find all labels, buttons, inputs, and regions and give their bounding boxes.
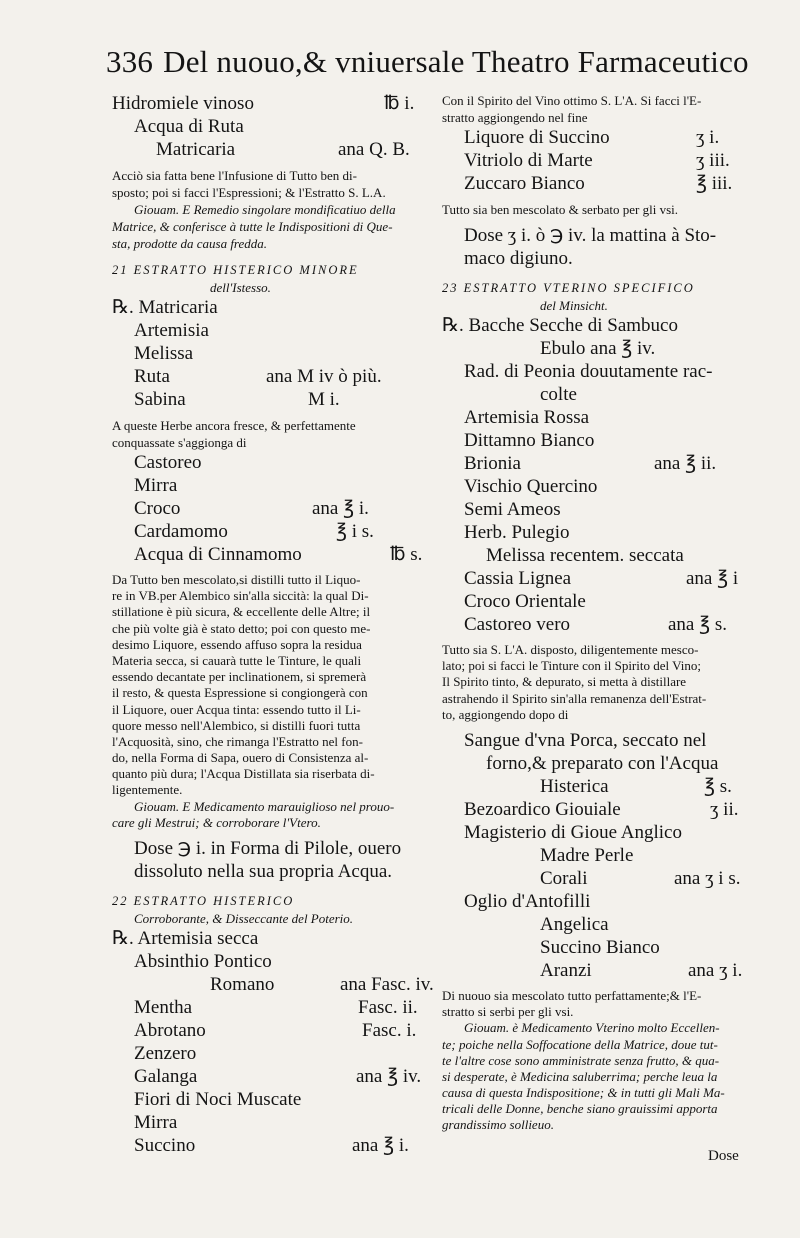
text-line xyxy=(112,262,430,279)
text-line xyxy=(442,658,754,674)
dosage-amount: ana ℥ iv. xyxy=(356,1066,422,1087)
line-text: Ebulo ana ℥ iv. xyxy=(540,338,656,359)
text-line xyxy=(112,782,430,798)
text-line xyxy=(442,452,754,475)
running-title: Del nuouo,& vniuersale Theatro Farmaceutico xyxy=(163,44,749,79)
line-text: Croco xyxy=(134,498,181,519)
line-text: Dose ʒ i. ò ℈ iv. la mattina à Sto- xyxy=(464,225,717,246)
line-text: Corali xyxy=(540,867,588,889)
text-line xyxy=(442,224,754,247)
text-line xyxy=(442,752,754,775)
text-line xyxy=(442,936,754,959)
line-text: Giouam. E Medicamento marauiglioso nel prouo- xyxy=(134,798,395,814)
text-line xyxy=(442,172,754,195)
text-line xyxy=(112,92,430,115)
text-line xyxy=(112,766,430,782)
text-line xyxy=(442,729,754,752)
text-line xyxy=(442,429,754,452)
line-text: Herb. Pulegio xyxy=(464,522,570,543)
text-line xyxy=(112,138,430,161)
text-line xyxy=(442,406,754,429)
line-text: forno,& preparato con l'Acqua xyxy=(486,752,719,774)
running-header xyxy=(106,44,749,80)
text-line xyxy=(112,973,434,996)
text-line xyxy=(112,184,430,201)
line-text: si desperate, è Medicina saluberrima; perche leua la xyxy=(442,1068,718,1084)
text-line xyxy=(442,314,754,337)
line-text: causa di questa Indispositione; & in tutti gli Mali Ma- xyxy=(442,1085,725,1101)
line-text: Materia secca, si cauarà tutte le Tinture, le quali xyxy=(112,652,362,668)
dosage-amount: ʒ i. xyxy=(696,127,720,148)
text-line xyxy=(112,201,430,218)
text-line xyxy=(112,417,430,434)
text-line xyxy=(442,1053,754,1069)
text-line xyxy=(442,821,754,844)
line-text: Di nuouo sia mescolato tutto perfattamente;& l'E- xyxy=(442,987,702,1003)
text-line xyxy=(112,497,430,520)
line-text: grandissimo sollieuo. xyxy=(442,1117,554,1133)
line-text: te l'altre cose sono amministrate senza frutto, & qua- xyxy=(442,1052,720,1068)
line-text: dissoluto nella sua propria Acqua. xyxy=(134,861,393,882)
dosage-amount: ℔ s. xyxy=(390,544,423,565)
line-text: Mirra xyxy=(134,1112,178,1133)
text-line xyxy=(112,734,430,750)
dosage-amount: ana M iv ò più. xyxy=(266,366,382,387)
line-text: Giouam. E Remedio singolare mondificatiuo della xyxy=(134,202,396,217)
line-text: Mentha xyxy=(134,997,193,1018)
text-line xyxy=(112,621,430,637)
line-text: Melissa xyxy=(134,343,194,364)
line-text: Tutto sia S. L'A. disposto, diligentemente mesco- xyxy=(442,642,699,657)
text-line xyxy=(112,342,430,365)
dosage-amount: Fasc. i. xyxy=(362,1020,417,1041)
line-text: Corroborante, & Disseccante del Poterio. xyxy=(134,911,354,926)
text-line xyxy=(442,297,754,314)
text-line xyxy=(112,685,430,701)
text-line xyxy=(112,910,430,927)
text-line xyxy=(442,1004,754,1020)
text-line xyxy=(112,653,430,669)
line-text: Cassia Lignea xyxy=(464,568,572,589)
line-text: Absinthio Pontico xyxy=(134,951,272,972)
text-line xyxy=(112,637,430,653)
text-line xyxy=(112,893,430,910)
text-line xyxy=(442,613,754,636)
text-line xyxy=(112,388,430,411)
dosage-amount: ana Fasc. iv. xyxy=(340,974,434,995)
line-text: quore messo nell'Alembico, si distilli fuori tutta xyxy=(112,717,361,733)
line-text: Acqua di Ruta xyxy=(134,116,244,137)
line-text: Artemisia xyxy=(134,320,209,341)
line-text: Liquore di Succino xyxy=(464,127,610,148)
line-text: Zenzero xyxy=(134,1043,197,1064)
text-line xyxy=(112,1042,430,1065)
line-text: Vischio Quercino xyxy=(464,476,598,497)
line-text: Melissa recentem. seccata xyxy=(486,545,684,566)
text-line xyxy=(442,247,754,270)
line-text: tricali delle Donne, benche siano grauissimi apporta xyxy=(442,1101,718,1117)
text-line xyxy=(442,1069,754,1085)
text-line xyxy=(442,890,754,913)
text-line xyxy=(442,92,754,109)
text-line xyxy=(442,798,754,821)
text-line xyxy=(442,913,754,936)
line-text: Con il Spirito del Vino ottimo S. L'A. Si facci l'E- xyxy=(442,93,702,108)
text-line xyxy=(112,927,430,950)
text-line xyxy=(442,1037,754,1053)
line-text: stratto aggiongendo nel fine xyxy=(442,110,588,125)
line-text: Oglio d'Antofilli xyxy=(464,890,591,912)
text-line xyxy=(112,365,430,388)
dosage-amount: ana ℥ s. xyxy=(668,614,727,635)
line-text: conquassate s'aggionga di xyxy=(112,435,247,450)
text-line xyxy=(112,434,430,451)
text-line xyxy=(112,750,430,766)
line-text: Matrice, & conferisce à tutte le Indispositioni di Que- xyxy=(112,219,393,234)
text-line xyxy=(112,837,430,860)
text-line xyxy=(442,959,754,982)
dosage-amount: ℥ iii. xyxy=(696,173,733,194)
line-text: desimo Liquore, essendo affuso sopra la residua xyxy=(112,636,362,652)
text-line xyxy=(112,669,430,685)
line-text: Succino xyxy=(134,1135,196,1156)
text-line xyxy=(112,296,430,319)
line-text: Matricaria xyxy=(156,139,236,160)
text-line xyxy=(442,567,754,590)
text-line xyxy=(442,1085,754,1101)
text-line xyxy=(112,604,430,620)
dosage-amount: ana ℥ i. xyxy=(352,1135,409,1156)
dosage-amount: ana ℥ i xyxy=(686,568,739,589)
line-text: Histerica xyxy=(540,775,609,797)
text-line xyxy=(112,115,430,138)
text-line xyxy=(442,1101,754,1117)
text-line xyxy=(442,844,754,867)
line-text: Castoreo vero xyxy=(464,614,571,635)
dosage-amount: ℔ i. xyxy=(384,93,415,114)
line-text: 21 ESTRATTO HISTERICO MINORE xyxy=(112,263,359,277)
text-line xyxy=(442,642,754,658)
text-line xyxy=(442,1020,754,1036)
line-text: Aranzi xyxy=(540,959,592,981)
text-line xyxy=(112,996,430,1019)
line-text: 22 ESTRATTO HISTERICO xyxy=(112,894,295,908)
line-text: Abrotano xyxy=(134,1020,206,1041)
text-line xyxy=(112,950,430,973)
line-text: Romano xyxy=(210,974,275,995)
text-line xyxy=(112,1019,430,1042)
line-text: Fiori di Noci Muscate xyxy=(134,1089,302,1110)
text-line xyxy=(112,799,430,815)
line-text: che più volte già è stato detto; poi con questo me- xyxy=(112,620,371,636)
line-text: Brionia xyxy=(464,453,521,474)
text-line xyxy=(442,674,754,690)
text-line xyxy=(442,337,754,360)
line-text: Angelica xyxy=(540,913,609,935)
dosage-amount: ana Q. B. xyxy=(338,139,410,160)
text-line xyxy=(112,474,430,497)
text-line xyxy=(442,280,754,297)
text-line xyxy=(442,126,754,149)
dosage-amount: ana ʒ i. xyxy=(688,959,743,981)
line-text: Da Tutto ben mescolato,si distilli tutto il Liquo- xyxy=(112,572,361,587)
text-line xyxy=(112,1065,430,1088)
dosage-amount: M i. xyxy=(308,389,340,410)
line-text: sposto; poi si facci l'Espressioni; & l'Estratto S. L.A. xyxy=(112,185,386,200)
line-text: Bezoardico Giouiale xyxy=(464,798,621,820)
text-line xyxy=(112,718,430,734)
line-text: te; poiche nella Soffocatione della Matrice, doue tut- xyxy=(442,1036,718,1052)
line-text: Rad. di Peonia douutamente rac- xyxy=(464,361,713,382)
line-text: Acciò sia fatta bene l'Infusione di Tutto ben di- xyxy=(112,168,357,183)
dosage-amount: ℥ i s. xyxy=(336,521,374,542)
line-text: ℞. Matricaria xyxy=(112,297,218,318)
text-line xyxy=(112,319,430,342)
dosage-amount: ʒ ii. xyxy=(710,798,739,820)
text-line xyxy=(112,572,430,588)
text-line xyxy=(112,451,430,474)
left-column xyxy=(112,92,434,1157)
line-text: Vitriolo di Marte xyxy=(464,150,593,171)
line-text: ℞. Bacche Secche di Sambuco xyxy=(442,315,678,336)
line-text: Tutto sia ben mescolato & serbato per gli vsi. xyxy=(442,202,679,217)
line-text: l'Acquosità, sino, che rimanga l'Estratto nel fon- xyxy=(112,733,363,749)
line-text: Galanga xyxy=(134,1066,198,1087)
dosage-amount: ʒ iii. xyxy=(696,150,730,171)
text-line xyxy=(442,109,754,126)
page-number: 336 xyxy=(106,44,154,79)
text-line xyxy=(112,167,430,184)
text-line xyxy=(442,590,754,613)
dosage-amount: ana ʒ i s. xyxy=(674,867,741,889)
line-text: Semi Ameos xyxy=(464,499,561,520)
text-line xyxy=(112,860,430,883)
line-text: ligentemente. xyxy=(112,782,183,798)
line-text: Succino Bianco xyxy=(540,936,660,958)
line-text: A queste Herbe ancora fresce, & perfettamente xyxy=(112,418,356,433)
text-line xyxy=(112,235,430,252)
line-text: to, aggiongendo dopo di xyxy=(442,706,569,722)
text-line xyxy=(112,279,430,296)
line-text: Artemisia Rossa xyxy=(464,407,590,428)
text-line xyxy=(442,383,754,406)
line-text: Zuccaro Bianco xyxy=(464,173,585,194)
line-text: Cardamomo xyxy=(134,521,228,542)
line-text: lato; poi si facci le Tinture con il Spirito del Vino; xyxy=(442,658,701,674)
line-text: colte xyxy=(540,384,577,405)
line-text: essendo decantate per inclinationem, si spremerà xyxy=(112,669,367,685)
line-text: il resto, & questa Espressione si congiongerà con xyxy=(112,685,368,701)
line-text: Castoreo xyxy=(134,452,202,473)
line-text: astrahendo il Spirito sin'alla remanenza dell'Estrat- xyxy=(442,690,707,706)
line-text: Acqua di Cinnamomo xyxy=(134,544,302,565)
line-text: Sabina xyxy=(134,389,186,410)
text-line xyxy=(112,218,430,235)
text-line xyxy=(442,521,754,544)
text-line xyxy=(442,201,754,218)
line-text: quanto più dura; l'Acqua Distillata sia riserbata di- xyxy=(112,766,375,782)
text-line xyxy=(112,702,430,718)
line-text: Mirra xyxy=(134,475,178,496)
text-line xyxy=(112,1088,430,1111)
text-line xyxy=(442,498,754,521)
line-text: care gli Mestrui; & corroborare l'Vtero. xyxy=(112,814,321,830)
catchword: Dose xyxy=(708,1148,739,1164)
line-text: Il Spirito tinto, & depurato, si metta à distillare xyxy=(442,674,687,690)
text-line xyxy=(112,588,430,604)
line-text: dell'Istesso. xyxy=(210,280,271,295)
text-line xyxy=(112,1111,430,1134)
line-text: do, nella Forma di Sapa, ouero di Consistenza al- xyxy=(112,750,369,766)
line-text: Dose ℈ i. in Forma di Pilole, ouero xyxy=(134,838,402,859)
text-line xyxy=(442,475,754,498)
text-line xyxy=(442,988,754,1004)
text-line xyxy=(442,867,754,890)
text-line xyxy=(112,815,430,831)
line-text: re in VB.per Alembico sin'alla siccità: la qual Di- xyxy=(112,588,369,604)
text-line xyxy=(442,360,754,383)
text-line xyxy=(112,1134,430,1157)
line-text: del Minsicht. xyxy=(540,298,608,313)
right-column xyxy=(442,92,754,1134)
dosage-amount: ana ℥ ii. xyxy=(654,453,717,474)
line-text: ℞. Artemisia secca xyxy=(112,928,259,949)
line-text: Ruta xyxy=(134,366,170,387)
line-text: il Liquore, ouer Acqua tinta: essendo tutto il Li- xyxy=(112,701,361,717)
line-text: Giouam. è Medicamento Vterino molto Eccellen- xyxy=(464,1020,720,1036)
line-text: stratto si serbi per gli vsi. xyxy=(442,1004,574,1020)
text-line xyxy=(442,149,754,172)
text-line xyxy=(442,707,754,723)
text-line xyxy=(112,520,430,543)
text-line xyxy=(442,1117,754,1133)
text-line xyxy=(442,775,754,798)
dosage-amount: ℥ s. xyxy=(704,775,732,797)
text-line xyxy=(442,544,754,567)
line-text: sta, prodotte da causa fredda. xyxy=(112,236,268,251)
line-text: Madre Perle xyxy=(540,844,634,866)
line-text: Croco Orientale xyxy=(464,591,586,612)
line-text: stillatione è più sicura, & eccellente delle Altre; il xyxy=(112,604,371,620)
line-text: Magisterio di Gioue Anglico xyxy=(464,821,682,843)
text-line xyxy=(112,543,430,566)
line-text: 23 ESTRATTO VTERINO SPECIFICO xyxy=(442,281,695,295)
line-text: Hidromiele vinoso xyxy=(112,93,254,114)
line-text: maco digiuno. xyxy=(464,248,573,269)
text-line xyxy=(442,691,754,707)
dosage-amount: Fasc. ii. xyxy=(358,997,418,1018)
line-text: Sangue d'vna Porca, seccato nel xyxy=(464,729,707,751)
line-text: Dittamno Bianco xyxy=(464,430,595,451)
dosage-amount: ana ℥ i. xyxy=(312,498,369,519)
